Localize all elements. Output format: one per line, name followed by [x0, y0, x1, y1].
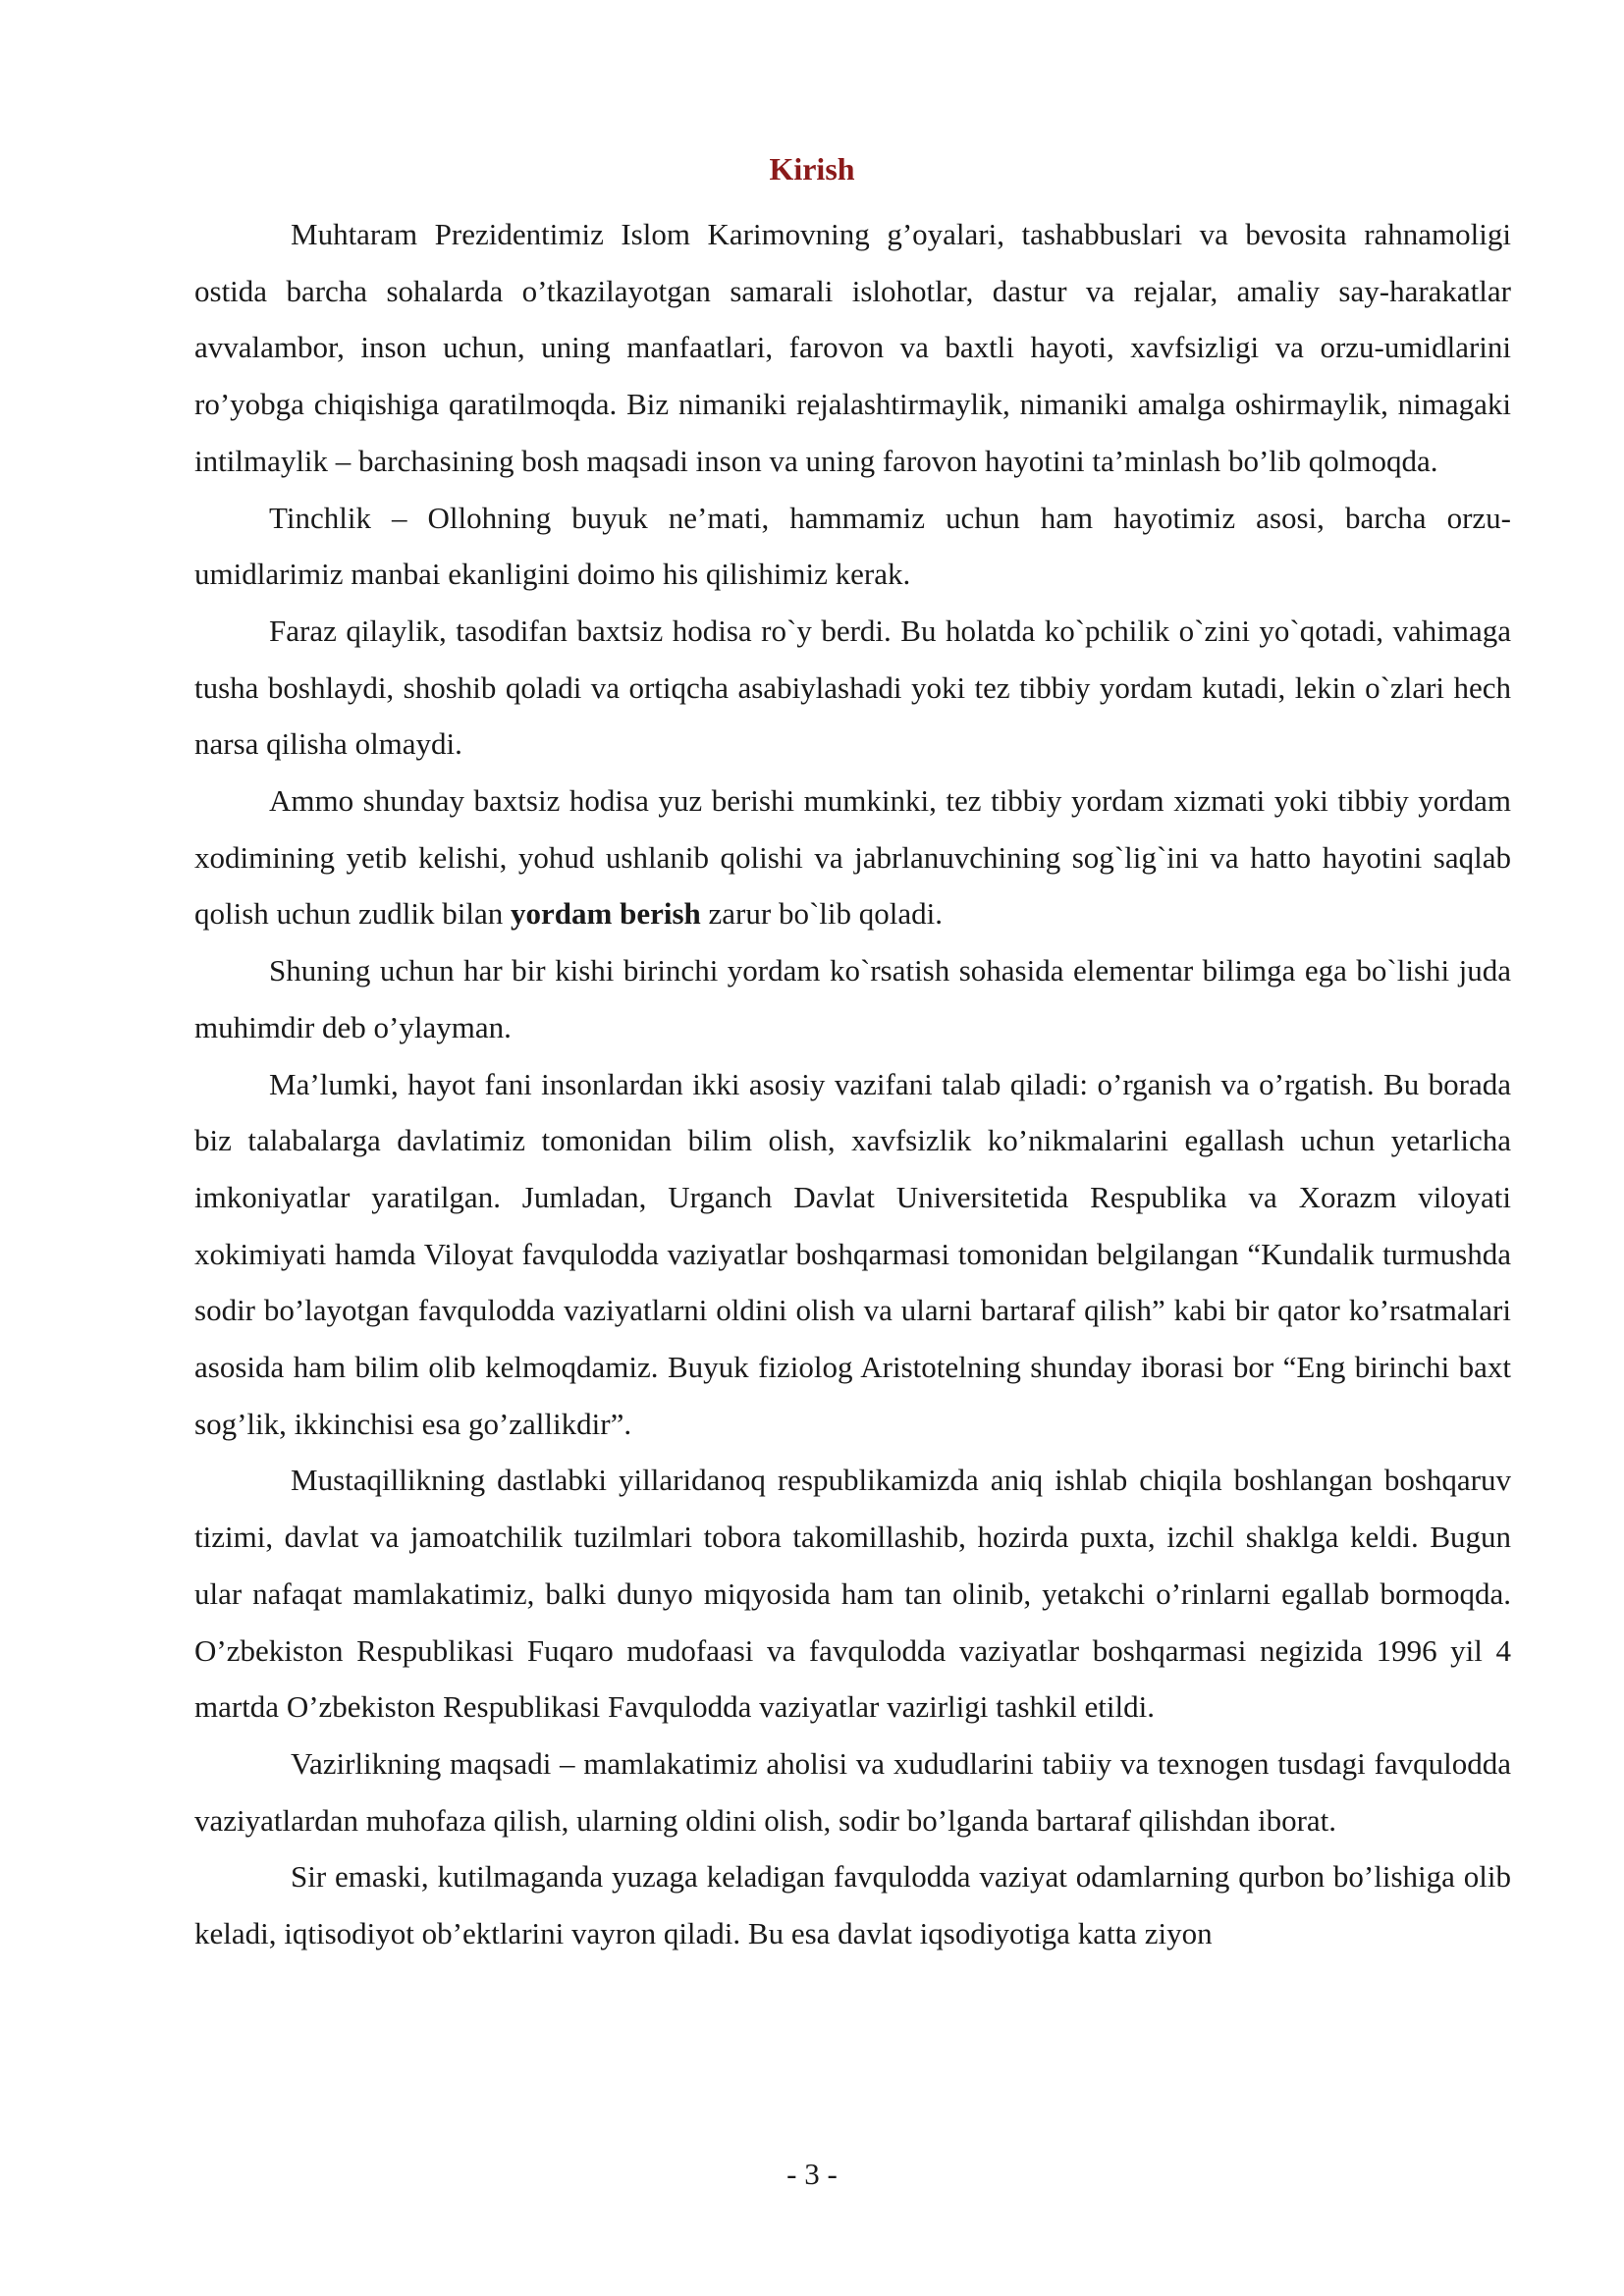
paragraph-accident: Faraz qilaylik, tasodifan baxtsiz hodisa ro`y berdi. Bu holatda ko`pchilik o`zini yo`qotadi, vahimaga tusha boshlaydi, shoshib qoladi va ortiqcha asabiylashadi yoki tez tibbiy yordam kutadi, lekin o`zlari hech narsa qilisha olmaydi. [194, 613, 1511, 762]
paragraph-first-aid [194, 773, 1511, 942]
paragraph-ministry-goal: Vazirlikning maqsadi – mamlakatimiz aholisi va xududlarini tabiiy va texnogen tusdagi favqulodda vaziyatlardan muhofaza qilish, ularning oldini olish, sodir bo’lganda bartaraf qilishdan iborat. [194, 1745, 1511, 1838]
paragraph-first-aid-after: zarur bo`lib qoladi. [700, 896, 943, 932]
paragraph-peace: Tinchlik – Ollohning buyuk ne’mati, hammamiz uchun ham hayotimiz asosi, barcha orzu-umidlarimiz manbai ekanligini doimo his qilishimiz kerak. [194, 500, 1511, 592]
section-title: Kirish [769, 151, 855, 187]
page-number: - 3 - [786, 2157, 838, 2191]
paragraph-intro: Muhtaram Prezidentimiz Islom Karimovning g’oyalari, tashabbuslari va bevosita rahnamoligi ostida barcha sohalarda o’tkazilayotgan samarali islohotlar, dastur va rejalar, amaliy say-harakatlar avvalambor, inson uchun, uning manfaatlari, farovon va baxtli hayoti, xavfsizligi va orzu-umidlarini ro’yobga chiqishiga qaratilmoqda. Biz nimaniki rejalashtirmaylik, nimaniki amalga oshirmaylik, nimagaki intilmaylik – barchasining bosh maqsadi inson va uning farovon hayotini ta’minlash bo’lib qolmoqda. [194, 217, 1511, 478]
paragraph-emergency: Sir emaski, kutilmaganda yuzaga keladigan favqulodda vaziyat odamlarning qurbon bo’lishiga olib keladi, iqtisodiyot ob’ektlarini vayron qiladi. Bu esa davlat iqsodiyotiga katta ziyon [194, 1859, 1511, 1951]
paragraph-knowledge: Shuning uchun har bir kishi birinchi yordam ko`rsatish sohasida elementar bilimga ega bo`lishi juda muhimdir deb o’ylayman. [194, 953, 1511, 1044]
paragraph-first-aid-bold: yordam berish [511, 896, 701, 932]
paragraph-first-aid-before: Ammo shunday baxtsiz hodisa yuz berishi mumkinki, tez tibbiy yordam xizmati yoki tibbiy yordam xodimining yetib kelishi, yohud ushlanib qolishi va jabrlanuvchining sog`lig`ini va hatto hayotini saqlab qolish uchun zudlik bilan [194, 783, 1511, 932]
body-text [194, 206, 1511, 1962]
paragraph-independence: Mustaqillikning dastlabki yillaridanoq respublikamizda aniq ishlab chiqila boshlangan boshqaruv tizimi, davlat va jamoatchilik tuzilmlari tobora takomillashib, hozirda puxta, izchil shaklga keldi. Bugun ular nafaqat mamlakatimiz, balki dunyo miqyosida ham tan olinib, yetakchi o’rinlarni egallab bormoqda. O’zbekiston Respublikasi Fuqaro mudofaasi va favqulodda vaziyatlar boshqarmasi negizida 1996 yil 4 martda O’zbekiston Respublikasi Favqulodda vaziyatlar vazirligi tashkil etildi. [194, 1463, 1511, 1725]
paragraph-life-science: Ma’lumki, hayot fani insonlardan ikki asosiy vazifani talab qiladi: o’rganish va o’rgatish. Bu borada biz talabalarga davlatimiz tomonidan bilim olish, xavfsizlik ko’nikmalarini egallash uchun yetarlicha imkoniyatlar yaratilgan. Jumladan, Urganch Davlat Universitetida Respublika va Xorazm viloyati xokimiyati hamda Viloyat favqulodda vaziyatlar boshqarmasi tomonidan belgilangan “Kundalik turmushda sodir bo’layotgan favqulodda vaziyatlarni oldini olish va ularni bartaraf qilish” kabi bir qator ko’rsatmalari asosida ham bilim olib kelmoqdamiz. Buyuk fiziolog Aristotelning shunday iborasi bor “Eng birinchi baxt sog’lik, ikkinchisi esa go’zallikdir”. [194, 1066, 1511, 1441]
